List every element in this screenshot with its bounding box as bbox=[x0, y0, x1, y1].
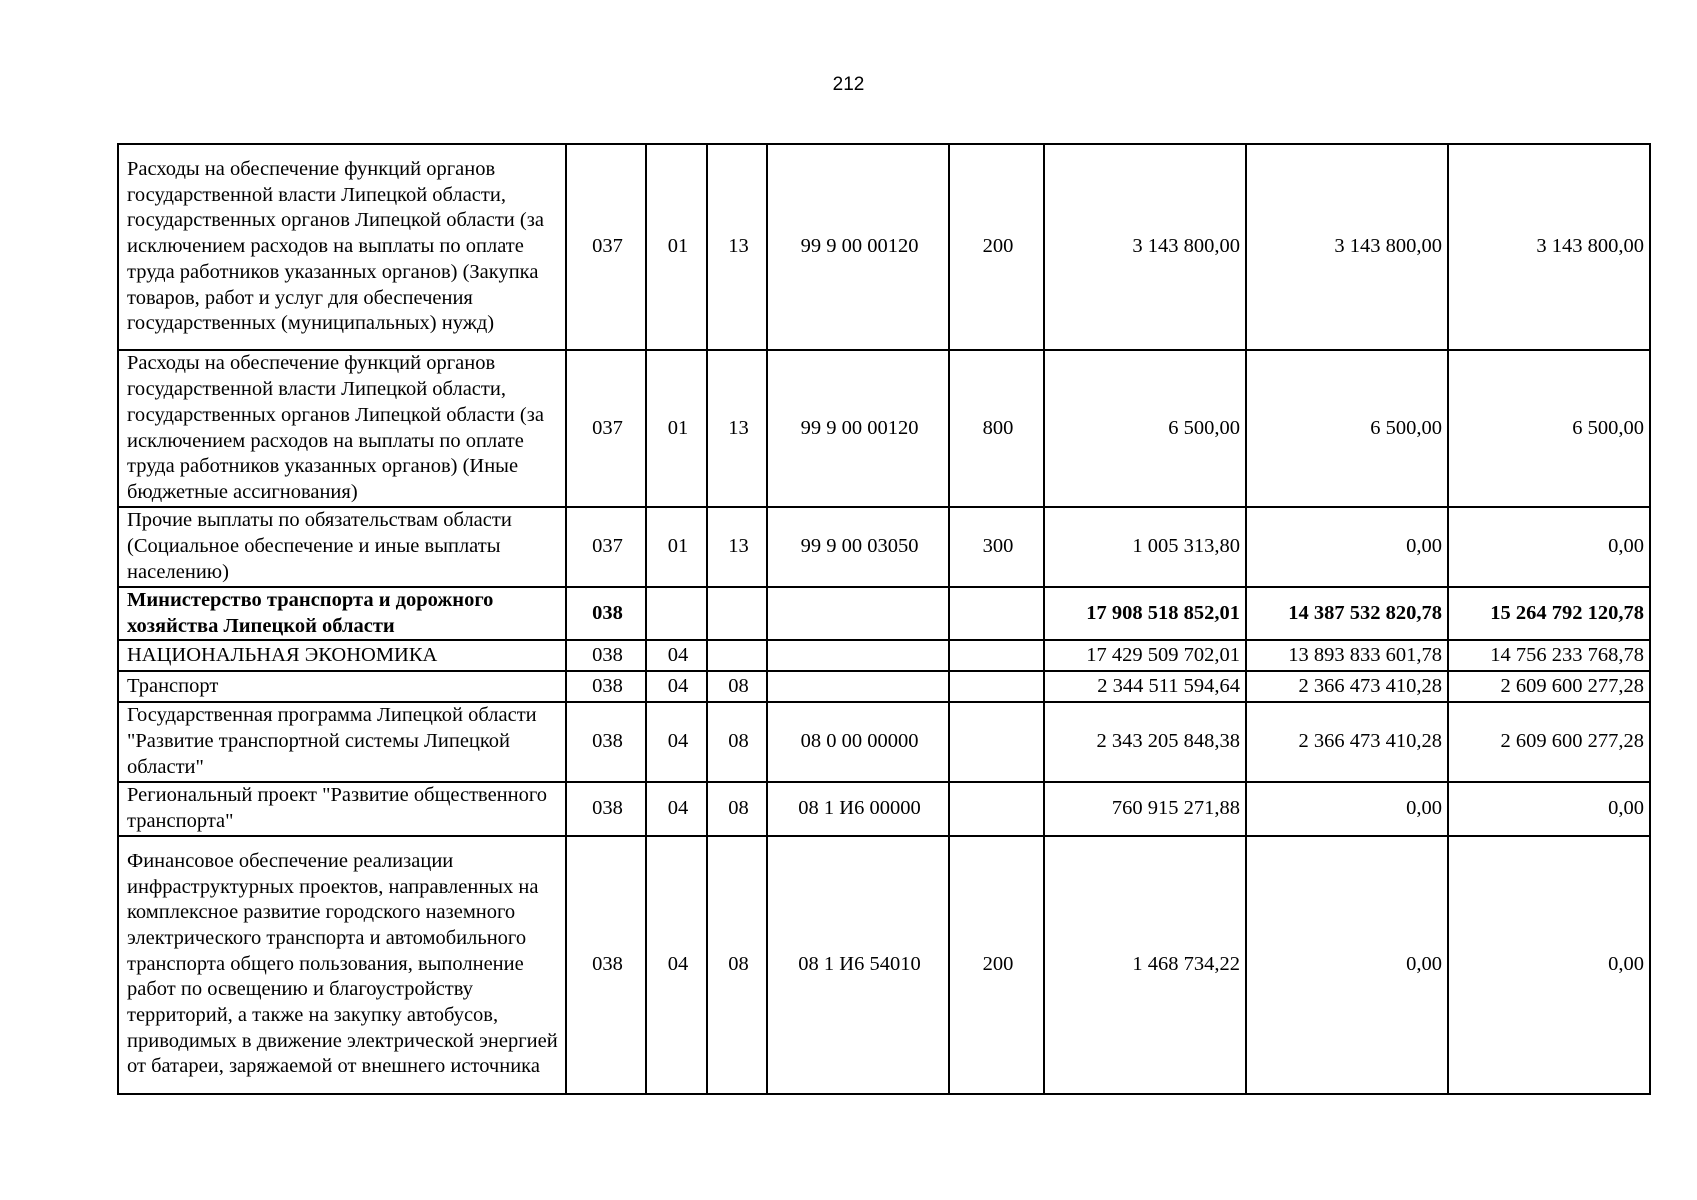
target-article-cell: 08 1 И6 54010 bbox=[767, 836, 949, 1094]
subsection-cell bbox=[707, 640, 767, 671]
expense-type-cell bbox=[949, 782, 1044, 836]
expense-type-cell: 200 bbox=[949, 144, 1044, 350]
amount-year2-cell: 6 500,00 bbox=[1246, 350, 1448, 507]
amount-year3-cell: 0,00 bbox=[1448, 507, 1650, 587]
amount-year3-cell: 14 756 233 768,78 bbox=[1448, 640, 1650, 671]
expense-name-cell: Прочие выплаты по обязательствам области (Социальное обеспечение и иные выплаты населению) bbox=[118, 507, 566, 587]
grbs-cell: 037 bbox=[566, 350, 646, 507]
subsection-cell bbox=[707, 587, 767, 640]
amount-year3-cell: 2 609 600 277,28 bbox=[1448, 702, 1650, 781]
subsection-cell: 13 bbox=[707, 144, 767, 350]
section-cell bbox=[646, 587, 707, 640]
table-row bbox=[118, 350, 1650, 507]
amount-year2-cell: 2 366 473 410,28 bbox=[1246, 671, 1448, 702]
grbs-cell: 038 bbox=[566, 782, 646, 836]
budget-table bbox=[117, 143, 1651, 1095]
amount-year1-cell: 2 343 205 848,38 bbox=[1044, 702, 1246, 781]
section-cell: 04 bbox=[646, 836, 707, 1094]
table-row bbox=[118, 836, 1650, 1094]
expense-type-cell bbox=[949, 671, 1044, 702]
amount-year3-cell: 3 143 800,00 bbox=[1448, 144, 1650, 350]
target-article-cell: 99 9 00 03050 bbox=[767, 507, 949, 587]
section-cell: 04 bbox=[646, 640, 707, 671]
amount-year2-cell: 0,00 bbox=[1246, 782, 1448, 836]
subsection-cell: 13 bbox=[707, 507, 767, 587]
expense-type-cell bbox=[949, 587, 1044, 640]
amount-year1-cell: 17 908 518 852,01 bbox=[1044, 587, 1246, 640]
expense-type-cell bbox=[949, 640, 1044, 671]
expense-type-cell: 300 bbox=[949, 507, 1044, 587]
table-row bbox=[118, 144, 1650, 350]
amount-year3-cell: 6 500,00 bbox=[1448, 350, 1650, 507]
target-article-cell: 99 9 00 00120 bbox=[767, 350, 949, 507]
expense-name-cell: Министерство транспорта и дорожного хозяйства Липецкой области bbox=[118, 587, 566, 640]
grbs-cell: 038 bbox=[566, 587, 646, 640]
expense-type-cell: 800 bbox=[949, 350, 1044, 507]
table-row bbox=[118, 587, 1650, 640]
subsection-cell: 08 bbox=[707, 702, 767, 781]
grbs-cell: 038 bbox=[566, 836, 646, 1094]
table-row bbox=[118, 640, 1650, 671]
section-cell: 04 bbox=[646, 782, 707, 836]
page-number: 212 bbox=[832, 74, 865, 95]
subsection-cell: 08 bbox=[707, 836, 767, 1094]
target-article-cell bbox=[767, 671, 949, 702]
amount-year3-cell: 2 609 600 277,28 bbox=[1448, 671, 1650, 702]
amount-year2-cell: 13 893 833 601,78 bbox=[1246, 640, 1448, 671]
amount-year2-cell: 0,00 bbox=[1246, 836, 1448, 1094]
amount-year3-cell: 0,00 bbox=[1448, 782, 1650, 836]
expense-name-cell: Финансовое обеспечение реализации инфраструктурных проектов, направленных на комплексное развитие городского наземного электрического транспорта и автомобильного транспорта общего пользования, выполнение работ по освещению и благоустройству территорий, а также на закупку автобусов, приводимых в движение электрической энергией от батареи, заряжаемой от внешнего источника bbox=[118, 836, 566, 1094]
expense-name-cell: Расходы на обеспечение функций органов государственной власти Липецкой области, государственных органов Липецкой области (за исключением расходов на выплаты по оплате труда работников указанных органов) (Иные бюджетные ассигнования) bbox=[118, 350, 566, 507]
table-row bbox=[118, 507, 1650, 587]
grbs-cell: 038 bbox=[566, 702, 646, 781]
grbs-cell: 037 bbox=[566, 507, 646, 587]
expense-type-cell: 200 bbox=[949, 836, 1044, 1094]
subsection-cell: 13 bbox=[707, 350, 767, 507]
amount-year2-cell: 14 387 532 820,78 bbox=[1246, 587, 1448, 640]
table-row bbox=[118, 702, 1650, 781]
expense-name-cell: НАЦИОНАЛЬНАЯ ЭКОНОМИКА bbox=[118, 640, 566, 671]
expense-name-cell: Региональный проект "Развитие общественного транспорта" bbox=[118, 782, 566, 836]
amount-year1-cell: 2 344 511 594,64 bbox=[1044, 671, 1246, 702]
target-article-cell: 08 1 И6 00000 bbox=[767, 782, 949, 836]
amount-year1-cell: 6 500,00 bbox=[1044, 350, 1246, 507]
amount-year1-cell: 3 143 800,00 bbox=[1044, 144, 1246, 350]
amount-year2-cell: 2 366 473 410,28 bbox=[1246, 702, 1448, 781]
expense-type-cell bbox=[949, 702, 1044, 781]
amount-year1-cell: 760 915 271,88 bbox=[1044, 782, 1246, 836]
subsection-cell: 08 bbox=[707, 782, 767, 836]
section-cell: 04 bbox=[646, 671, 707, 702]
expense-name-cell: Расходы на обеспечение функций органов государственной власти Липецкой области, государственных органов Липецкой области (за исключением расходов на выплаты по оплате труда работников указанных органов) (Закупка товаров, работ и услуг для обеспечения государственных (муниципальных) нужд) bbox=[118, 144, 566, 350]
table-row bbox=[118, 782, 1650, 836]
amount-year1-cell: 17 429 509 702,01 bbox=[1044, 640, 1246, 671]
expense-name-cell: Транспорт bbox=[118, 671, 566, 702]
amount-year3-cell: 15 264 792 120,78 bbox=[1448, 587, 1650, 640]
amount-year2-cell: 0,00 bbox=[1246, 507, 1448, 587]
section-cell: 01 bbox=[646, 507, 707, 587]
grbs-cell: 038 bbox=[566, 671, 646, 702]
target-article-cell: 99 9 00 00120 bbox=[767, 144, 949, 350]
grbs-cell: 038 bbox=[566, 640, 646, 671]
subsection-cell: 08 bbox=[707, 671, 767, 702]
section-cell: 04 bbox=[646, 702, 707, 781]
section-cell: 01 bbox=[646, 144, 707, 350]
amount-year3-cell: 0,00 bbox=[1448, 836, 1650, 1094]
grbs-cell: 037 bbox=[566, 144, 646, 350]
amount-year1-cell: 1 468 734,22 bbox=[1044, 836, 1246, 1094]
expense-name-cell: Государственная программа Липецкой области "Развитие транспортной системы Липецкой области" bbox=[118, 702, 566, 781]
section-cell: 01 bbox=[646, 350, 707, 507]
target-article-cell bbox=[767, 587, 949, 640]
target-article-cell bbox=[767, 640, 949, 671]
amount-year1-cell: 1 005 313,80 bbox=[1044, 507, 1246, 587]
amount-year2-cell: 3 143 800,00 bbox=[1246, 144, 1448, 350]
target-article-cell: 08 0 00 00000 bbox=[767, 702, 949, 781]
table-row bbox=[118, 671, 1650, 702]
